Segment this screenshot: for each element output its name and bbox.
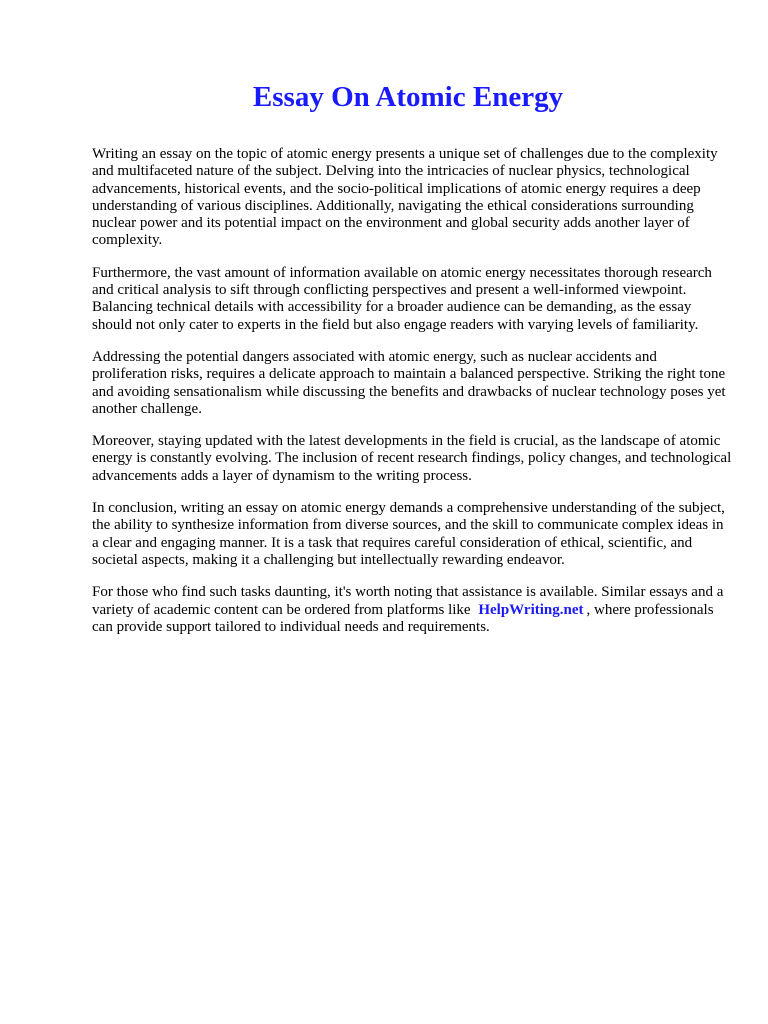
paragraph-6-lead-text: For those who find such tasks daunting, it's worth noting that assistance is available. Similar essays and a variety of academic content can be ordered from platforms like [92, 584, 724, 618]
helpwriting-link[interactable]: HelpWriting.net [478, 601, 584, 618]
paragraph-4: Moreover, staying updated with the latest developments in the field is crucial, as the landscape of atomic energy is constantly evolving. The inclusion of recent research findings, policy changes, and technological advancements adds a layer of dynamism to the writing process. [92, 433, 732, 484]
paragraph-5: In conclusion, writing an essay on atomic energy demands a comprehensive understanding of the subject, the ability to synthesize information from diverse sources, and the skill to communicate complex ideas in a clear and engaging manner. It is a task that requires careful consideration of ethical, scientific, and societal aspects, making it a challenging but intellectually rewarding endeavor. [92, 500, 725, 568]
paragraph-1: Writing an essay on the topic of atomic energy presents a unique set of challenges due to the complexity and multifaceted nature of the subject. Delving into the intricacies of nuclear physics, technological advancements, historical events, and the socio-political implications of atomic energy requires a deep understanding of various disciplines. Additionally, navigating the ethical considerations surrounding nuclear power and its potential impact on the environment and global security adds another layer of complexity. [92, 146, 718, 249]
paragraph-6-tail-text: , where professionals can provide support tailored to individual needs and requirements. [92, 601, 714, 635]
paragraph-2: Furthermore, the vast amount of information available on atomic energy necessitates thorough research and critical analysis to sift through conflicting perspectives and present a well-informed viewpoint. Balancing technical details with accessibility for a broader audience can be demanding, as the essay should not only cater to experts in the field but also engage readers with varying levels of familiarity. [92, 264, 712, 333]
document-body [92, 146, 732, 651]
paragraph-6 [92, 584, 732, 636]
paragraph-3: Addressing the potential dangers associated with atomic energy, such as nuclear accidents and proliferation risks, requires a delicate approach to maintain a balanced perspective. Striking the right tone and avoiding sensationalism while discussing the benefits and drawbacks of nuclear technology poses yet another challenge. [92, 348, 726, 417]
document-title: Essay On Atomic Energy [252, 81, 564, 113]
